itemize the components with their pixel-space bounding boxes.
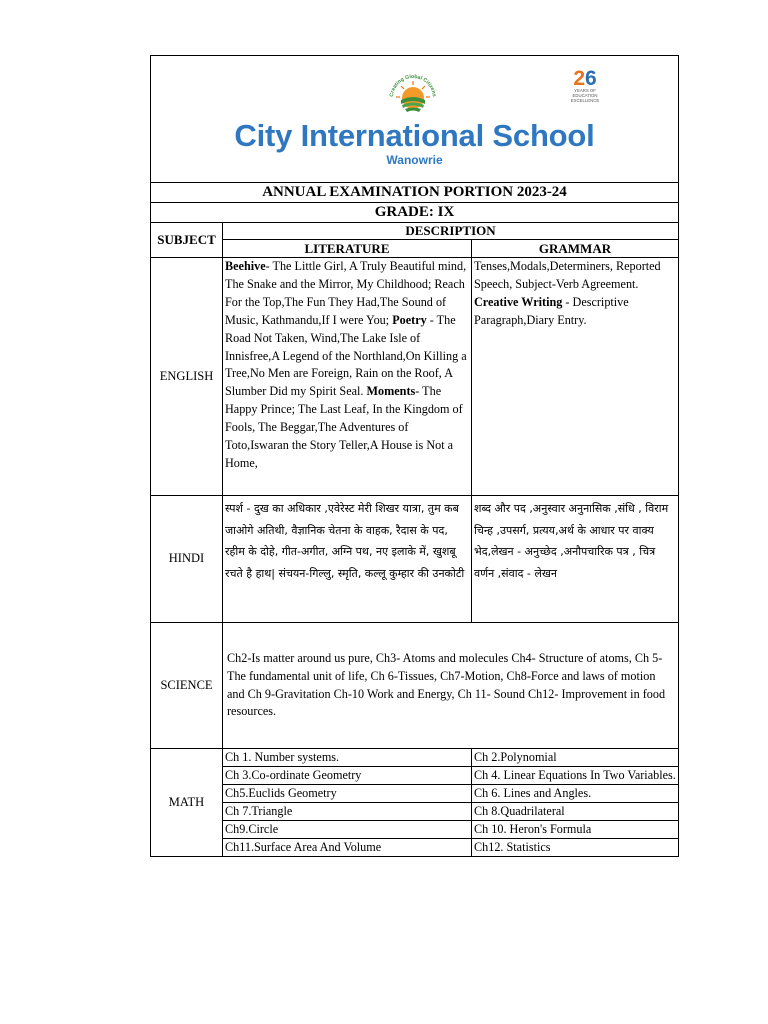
- hindi-grammar: शब्द और पद ,अनुस्वार अनुनासिक ,संधि , विराम चिन्ह ,उपसर्ग, प्रत्यय,अर्थ के आधार पर वाक्य भेद,लेखन - अनुच्छेद ,अनौपचारिक पत्र , चित्र वर्णन ,संवाद - लेखन: [472, 496, 679, 623]
- grade-row: [151, 203, 679, 223]
- school-header: [151, 56, 679, 183]
- anniversary-number: 26: [573, 67, 597, 90]
- subject-column-header: SUBJECT: [151, 223, 223, 258]
- school-location: Wanowrie: [386, 153, 443, 167]
- math-chapter: Ch 6. Lines and Angles.: [472, 785, 679, 803]
- math-row-2: [151, 767, 679, 785]
- exam-title: ANNUAL EXAMINATION PORTION 2023-24: [151, 183, 679, 203]
- creative-writing-text: - Descriptive Paragraph,Diary Entry.: [474, 294, 629, 327]
- grammar-text: Tenses,Modals,Determiners, Reported Speech, Subject-Verb Agreement.: [474, 259, 661, 291]
- math-chapter: Ch 8.Quadrilateral: [472, 803, 679, 821]
- math-chapter: Ch 4. Linear Equations In Two Variables.: [472, 767, 679, 785]
- school-name: City International School: [234, 118, 595, 153]
- logo-arc-text: Creating Global Citizens: [388, 73, 437, 98]
- hindi-row: [151, 496, 679, 623]
- english-subject: ENGLISH: [151, 258, 223, 496]
- math-row-5: [151, 821, 679, 839]
- grammar-header: GRAMMAR: [472, 240, 679, 258]
- anniversary-badge: [567, 67, 603, 104]
- math-chapter: Ch11.Surface Area And Volume: [223, 839, 472, 857]
- description-head-row: [151, 223, 679, 240]
- science-syllabus: Ch2-Is matter around us pure, Ch3- Atoms and molecules Ch4- Structure of atoms, Ch 5-The fundamental unit of life, Ch 6-Tissues, Ch7-Motion, Ch8-Force and laws of motion and Ch 9-Gravitation Ch-10 Work and Energy, Ch 11- Sound Ch12- Improvement in food resources.: [223, 623, 679, 749]
- column-head-row: [151, 240, 679, 258]
- hindi-subject: HINDI: [151, 496, 223, 623]
- grade-title: GRADE: IX: [151, 203, 679, 223]
- math-chapter: Ch12. Statistics: [472, 839, 679, 857]
- math-chapter: Ch9.Circle: [223, 821, 472, 839]
- math-chapter: Ch5.Euclids Geometry: [223, 785, 472, 803]
- hindi-literature: स्पर्श - दुख का अधिकार ,एवेरेस्ट मेरी शिखर यात्रा, तुम कब जाओगे अतिथी, वैज्ञानिक चेतना के वाहक, रैदास के पद, रहीम के दोहे, गीत-अगीत, अग्नि पथ, नए इलाके में, खुशबू रचते है हाथ| संचयन-गिल्लु, स्मृति, कल्लू कुम्हार की उनकोटी: [223, 496, 472, 623]
- poetry-text: - The Road Not Taken, Wind,The Lake Isle of Innisfree,A Legend of the Northland,On Killing a Tree,No Men are Foreign, Rain on the Roof, A Slumber Did my Spirit Seal.: [225, 312, 467, 399]
- math-row-6: [151, 839, 679, 857]
- portion-sheet: [150, 55, 678, 857]
- beehive-text: - The Little Girl, A Truly Beautiful mind, The Snake and the Mirror, My Childhood; Reach For the Top,The Fun They Had,The Sound of Music, Kathmandu,If I were You;: [225, 259, 467, 327]
- moments-label: Moments: [366, 384, 416, 399]
- literature-header: LITERATURE: [223, 240, 472, 258]
- school-logo-icon: [387, 68, 439, 116]
- math-chapter: Ch 2.Polynomial: [472, 749, 679, 767]
- science-subject: SCIENCE: [151, 623, 223, 749]
- header-row: [151, 56, 679, 183]
- description-header: DESCRIPTION: [223, 223, 679, 240]
- math-chapter: Ch 3.Co-ordinate Geometry: [223, 767, 472, 785]
- math-chapter: Ch 10. Heron's Formula: [472, 821, 679, 839]
- math-chapter: Ch 1. Number systems.: [223, 749, 472, 767]
- title-row: [151, 183, 679, 203]
- math-row-3: [151, 785, 679, 803]
- poetry-label: Poetry: [392, 312, 427, 327]
- beehive-label: Beehive: [225, 259, 266, 273]
- moments-text: - The Happy Prince; The Last Leaf, In the Kingdom of Fools, The Beggar,The Adventures of Toto,Iswaran the Story Teller,A House is Not a Home,: [225, 384, 463, 470]
- english-literature: [223, 258, 472, 496]
- math-row-4: [151, 803, 679, 821]
- math-subject: MATH: [151, 749, 223, 857]
- math-chapter: Ch 7.Triangle: [223, 803, 472, 821]
- science-row: [151, 623, 679, 749]
- anniversary-caption: YEARS OF EDUCATION EXCELLENCE: [570, 88, 600, 103]
- math-row-1: [151, 749, 679, 767]
- english-row: [151, 258, 679, 496]
- creative-writing-label: Creative Writing: [474, 294, 563, 309]
- english-grammar: [472, 258, 679, 496]
- portion-table: [150, 55, 679, 857]
